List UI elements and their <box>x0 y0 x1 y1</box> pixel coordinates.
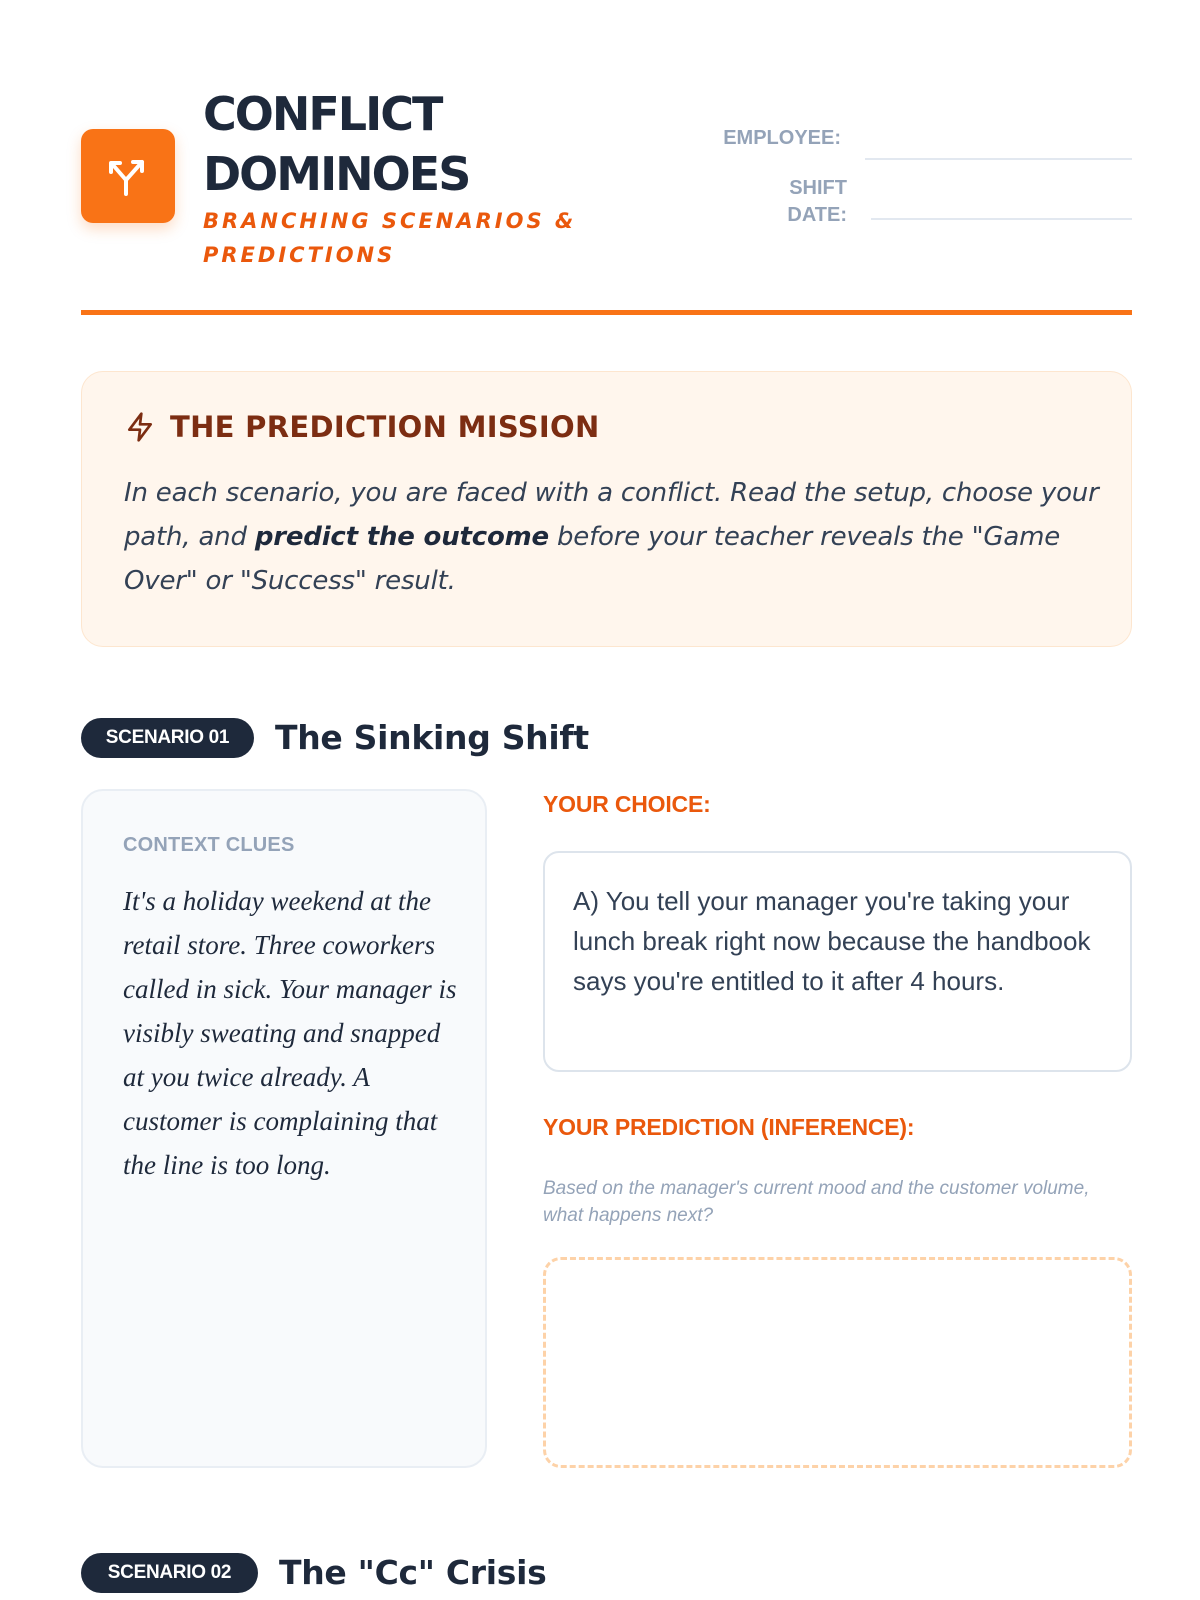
employee-field[interactable] <box>865 158 1132 160</box>
employee-label: EMPLOYEE: <box>723 127 841 149</box>
page-title: CONFLICT DOMINOES <box>203 87 470 201</box>
shift-date-field[interactable] <box>871 218 1132 220</box>
logo <box>81 129 175 223</box>
mission-card <box>81 371 1132 647</box>
shift-date-label <box>761 175 847 229</box>
context-clues-label: CONTEXT CLUES <box>123 834 295 856</box>
context-clues-card <box>81 789 487 1468</box>
scenario-title: The Sinking Shift <box>275 718 589 757</box>
choice-card <box>543 851 1132 1072</box>
shift-label-line1: SHIFT <box>789 177 847 199</box>
mission-text-part: before your teacher reveals the "Game Over" or "Success" result. <box>124 522 1061 596</box>
shift-label-line2: DATE: <box>787 204 847 226</box>
mission-text-emphasis: predict the outcome <box>254 522 549 552</box>
header-divider <box>81 310 1132 315</box>
worksheet-header <box>81 80 1132 270</box>
prediction-hint: Based on the manager's current mood and the customer volume, what happens next? <box>543 1178 1090 1226</box>
lightning-icon <box>124 411 156 443</box>
prediction-answer-box[interactable] <box>543 1257 1132 1468</box>
context-clues-text: It's a holiday weekend at the retail store. Three coworkers called in sick. Your manager is visibly sweating and snapped at you twice already. A customer is complaining that the line is too long. <box>123 886 457 1180</box>
mission-heading <box>124 410 600 444</box>
scenario-title: The "Cc" Crisis <box>279 1553 547 1592</box>
mission-text <box>124 471 1099 603</box>
prediction-label: YOUR PREDICTION (INFERENCE): <box>543 1114 915 1140</box>
choice-text: A) You tell your manager you're taking your lunch break right now because the handbook says you're entitled to it after 4 hours. <box>573 886 1091 996</box>
split-arrow-icon <box>106 154 150 198</box>
mission-text-part: In each scenario, you are faced with a conflict. Read the setup, choose your path, and <box>124 478 1099 552</box>
scenario-badge: SCENARIO 02 <box>81 1553 258 1593</box>
choice-label: YOUR CHOICE: <box>543 791 711 817</box>
scenario-badge: SCENARIO 01 <box>81 718 254 758</box>
mission-title: THE PREDICTION MISSION <box>170 410 600 444</box>
page-subtitle: BRANCHING SCENARIOS & PREDICTIONS <box>203 209 577 267</box>
